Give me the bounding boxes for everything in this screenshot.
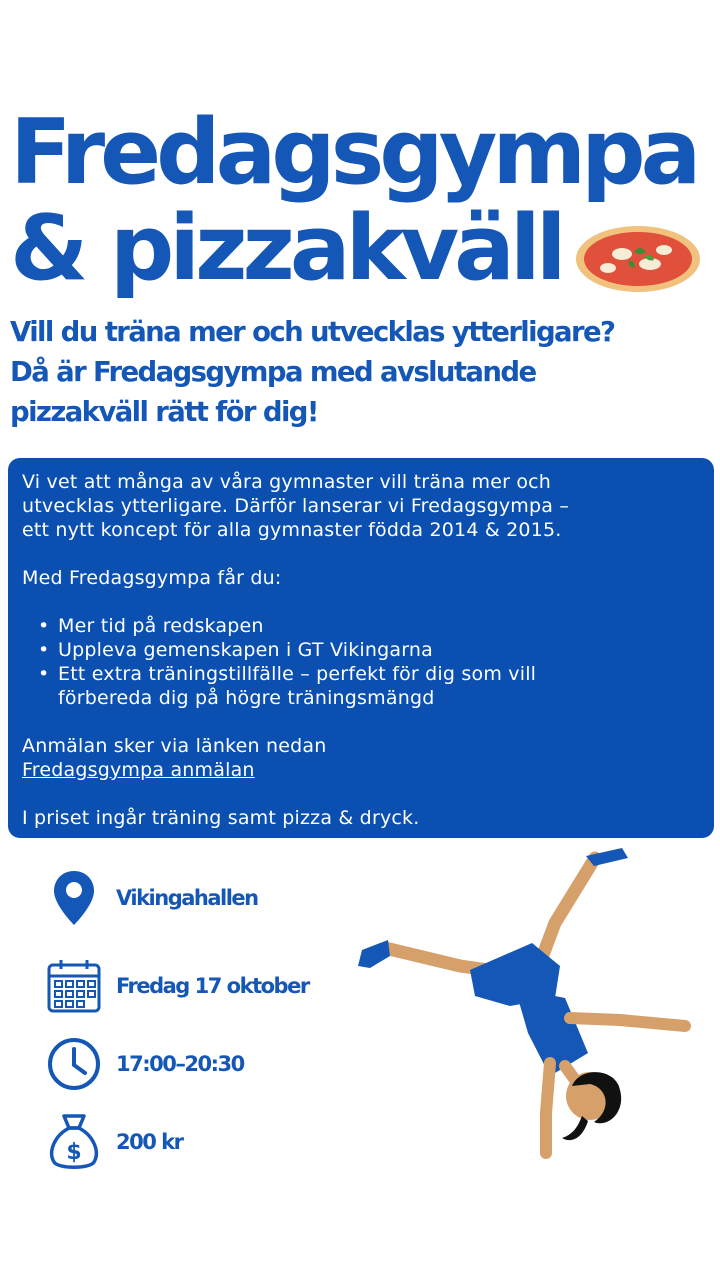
benefits-list <box>22 614 700 710</box>
price-row <box>44 1112 182 1172</box>
intro-paragraph <box>22 470 700 542</box>
location-label: Vikingahallen <box>116 886 258 910</box>
benefit-item <box>58 638 700 662</box>
calendar-icon <box>44 956 104 1016</box>
benefit-item <box>58 662 700 710</box>
subtitle-line-2: Då är Fredagsgympa med avslutande <box>10 356 536 388</box>
time-row <box>44 1034 244 1094</box>
benefit-text: • Mer tid på redskapen <box>58 615 264 637</box>
pizza-illustration <box>574 224 702 294</box>
benefits-heading: Med Fredagsgympa får du: <box>22 567 282 589</box>
location-pin-icon <box>44 868 104 928</box>
clock-icon <box>44 1034 104 1094</box>
benefit-text-line-1: • Ett extra träningstillfälle – perfekt för dig som vill <box>58 663 537 685</box>
svg-text:$: $ <box>66 1140 82 1165</box>
benefit-item <box>58 614 700 638</box>
signup-text: Anmälan sker via länken nedan <box>22 735 327 757</box>
money-bag-icon <box>44 1112 104 1172</box>
info-box <box>8 458 714 838</box>
intro-line-2: utvecklas ytterligare. Därför lanserar vi Fredagsgympa – <box>22 495 570 517</box>
signup-link[interactable]: Fredagsgympa anmälan <box>22 759 255 781</box>
intro-line-1: Vi vet att många av våra gymnaster vill träna mer och <box>22 471 552 493</box>
date-label: Fredag 17 oktober <box>116 974 309 998</box>
benefit-text: • Uppleva gemenskapen i GT Vikingarna <box>58 639 434 661</box>
price-note: I priset ingår träning samt pizza & dryck. <box>22 807 420 829</box>
subtitle-line-1: Vill du träna mer och utvecklas ytterligare? <box>10 316 615 348</box>
date-row <box>44 956 309 1016</box>
title-line-1: Fredagsgympa <box>10 100 697 205</box>
time-label: 17:00–20:30 <box>116 1052 244 1076</box>
title-line-2: & pizzakväll <box>10 196 562 301</box>
location-row <box>44 868 258 928</box>
price-label: 200 kr <box>116 1130 183 1154</box>
gymnast-cartwheel-illustration <box>350 838 700 1168</box>
signup-link-row <box>22 758 700 782</box>
subtitle-line-3: pizzakväll rätt för dig! <box>10 396 318 428</box>
benefit-text-line-2: förbereda dig på högre träningsmängd <box>58 687 435 709</box>
poster-subtitle <box>10 312 710 432</box>
intro-line-3: ett nytt koncept för alla gymnaster födda 2014 & 2015. <box>22 519 562 541</box>
